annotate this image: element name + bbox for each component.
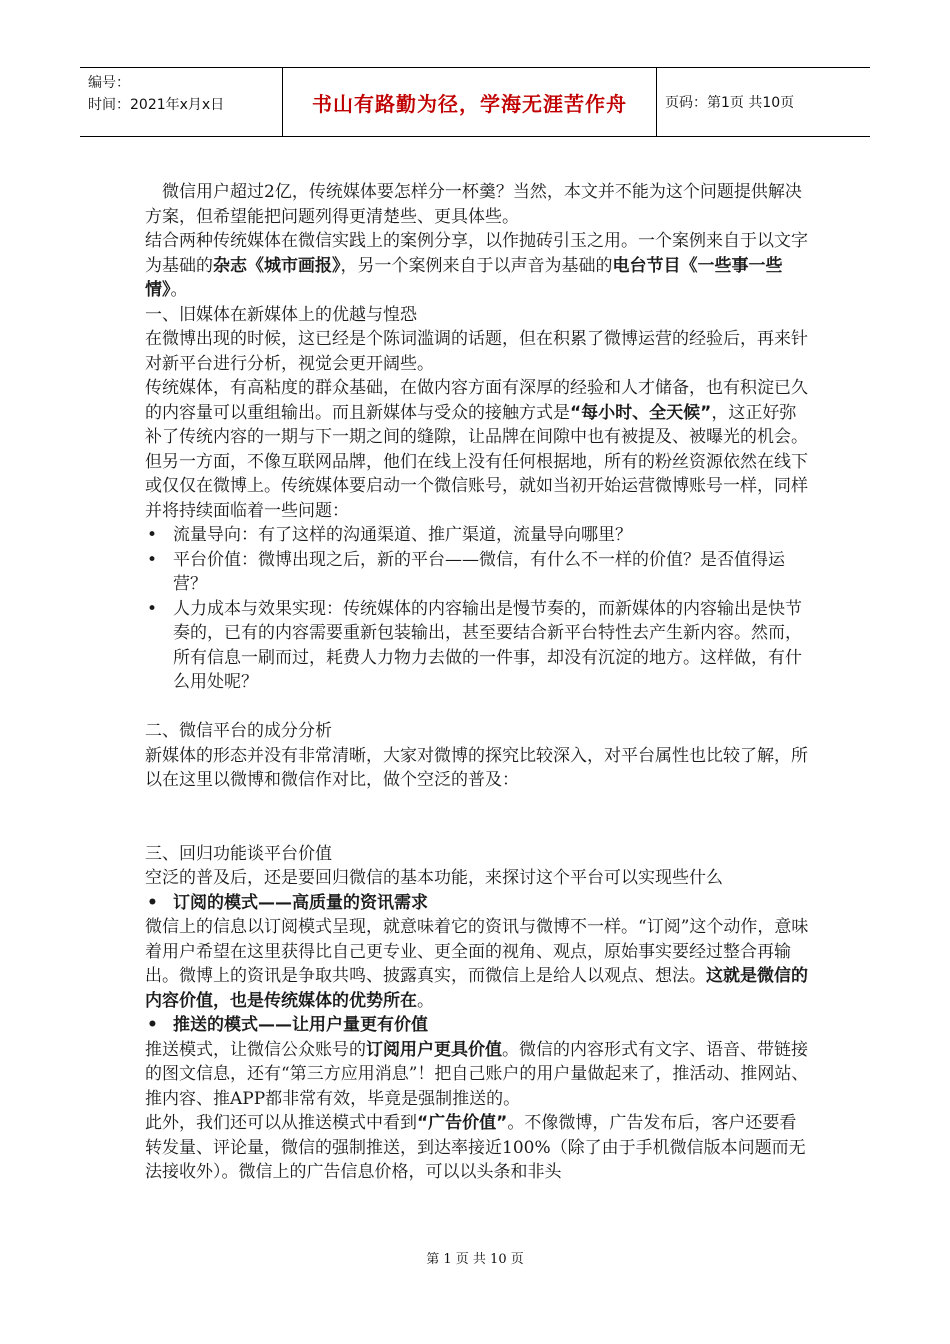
paragraph-subscription [145, 915, 810, 1013]
bold-subscriber-value: 订阅用户更具价值 [366, 1039, 502, 1060]
list-item [145, 548, 810, 597]
paragraph-ad-value [145, 1111, 810, 1185]
text-run: 。 [170, 280, 188, 300]
text-run: 推送模式，让微信公众账号的 [145, 1039, 366, 1060]
spacer [145, 793, 810, 842]
header-meta [80, 68, 283, 136]
list-item [145, 523, 810, 548]
text-run: 结合两种传统媒体在微信实践上的案例分享，以作抛砖引玉之用。一个案例来自于以文字为基础的 [145, 231, 808, 276]
text-run: ，另一个案例来自于以声音为基础的 [340, 255, 613, 276]
list-item-text: 人力成本与效果实现：传统媒体的内容输出是慢节奏的，而新媒体的内容输出是快节奏的，已有的内容需要重新包装输出，甚至要结合新平台特性去产生新内容。然而，所有信息一刷而过，耗费人力物力去做的一件事，却没有沉淀的地方。这样做，有什么用处呢？ [173, 598, 802, 692]
text-run: 传统媒体，有高粘度的群众基础，在做内容方面有深厚的经验和人才储备，也有积淀已久的内容量可以重组输出。而且新媒体与受众的接触方式是 [145, 378, 808, 423]
sub-heading-push [145, 1013, 810, 1038]
paragraph-intro: 微信用户超过2亿，传统媒体要怎样分一杯羹？当然，本文并不能为这个问题提供解决方案，但希望能把问题列得更清楚些、更具体些。 [145, 182, 802, 227]
paragraph-other-side: 但另一方面，不像互联网品牌，他们在线上没有任何根据地，所有的粉丝资源依然在线下或仅仅在微博上。传统媒体要启动一个微信账号，就如当初开始运营微博账号一样，同样并将持续面临着一些问题： [145, 451, 808, 521]
bold-ad-value: “广告价值” [417, 1113, 508, 1133]
bullet-icon: • [147, 525, 158, 545]
bold-content-value: 这就是微信的内容价值，也是传统媒体的优势所在 [145, 966, 808, 1011]
paragraph-push [145, 1038, 810, 1112]
paragraph-basic-functions: 空泛的普及后，还是要回归微信的基本功能，来探讨这个平台可以实现些什么 [145, 868, 723, 888]
page-footer: 第 1 页 共 10 页 [426, 1252, 524, 1267]
section-heading-1: 一、旧媒体在新媒体上的优越与惶恐 [145, 304, 417, 325]
header-table [80, 67, 870, 137]
list-item [145, 597, 810, 695]
bold-radio: 电台节目《一些事一些情》 [145, 255, 783, 300]
bullet-icon: • [147, 598, 158, 619]
paragraph-weibo: 在微博出现的时候，这已经是个陈词滥调的话题，但在积累了微博运营的经验后，再来针对新平台进行分析，视觉会更开阔些。 [145, 329, 808, 374]
bullet-icon: • [147, 892, 158, 913]
document-body [145, 180, 810, 1185]
list-item-text: 流量导向：有了这样的沟通渠道、推广渠道，流量导向哪里？ [173, 525, 632, 545]
section-heading-3: 三、回归功能谈平台价值 [145, 843, 332, 864]
text-run: 此外，我们还可以从推送模式中看到 [145, 1113, 417, 1133]
date-label: 时间：2021年x月x日 [88, 97, 225, 113]
paragraph-traditional [145, 376, 810, 450]
bullet-icon: • [147, 1015, 158, 1035]
header-motto: 书山有路勤为径，学海无涯苦作舟 [283, 68, 657, 136]
paragraph-cases [145, 229, 810, 303]
bold-magazine: 杂志《城市画报》 [213, 255, 341, 276]
number-label: 编号： [88, 75, 130, 91]
list-item-text: 平台价值：微博出现之后，新的平台——微信，有什么不一样的价值？是否值得运营？ [173, 549, 785, 594]
bold-hourly: “每小时、全天候” [570, 402, 712, 423]
header-page-info: 页码：第1页 共10页 [665, 95, 795, 111]
text-run: ，这正好弥补了传统内容的一期与下一期之间的缝隙，让品牌在间隙中也有被提及、被曝光的机会。 [145, 402, 808, 447]
bullet-icon: • [147, 549, 158, 570]
text-run: 。不像微博，广告发布后，客户还要看转发量、评论量，微信的强制推送，到达率接近100%（除了由于手机微信版本问题而无法接收外）。微信上的广告信息价格，可以以头条和非头 [145, 1113, 806, 1182]
spacer [145, 695, 810, 720]
section-heading-2: 二、微信平台的成分分析 [145, 721, 332, 741]
text-run: 。 [417, 990, 434, 1011]
sub-heading-text: 订阅的模式——高质量的资讯需求 [173, 892, 428, 913]
paragraph-comparison: 新媒体的形态并没有非常清晰，大家对微博的探究比较深入，对平台属性也比较了解，所以在这里以微博和微信作对比，做个空泛的普及： [145, 745, 808, 790]
sub-heading-text: 推送的模式——让用户量更有价值 [173, 1015, 428, 1035]
text-run: 。微信的内容形式有文字、语音、带链接的图文信息，还有“第三方应用消息”！把自己账户的用户量做起来了，推活动、推网站、推内容、推APP都非常有效，毕竟是强制推送的。 [145, 1039, 809, 1109]
text-run: 微信上的信息以订阅模式呈现，就意味着它的资讯与微博不一样。“订阅”这个动作，意味着用户希望在这里获得比自己更专业、更全面的视角、观点，原始事实要经过整合再输出。微博上的资讯是争取共鸣、披露真实，而微信上是给人以观点、想法。 [145, 917, 809, 986]
sub-heading-subscription [145, 891, 810, 916]
